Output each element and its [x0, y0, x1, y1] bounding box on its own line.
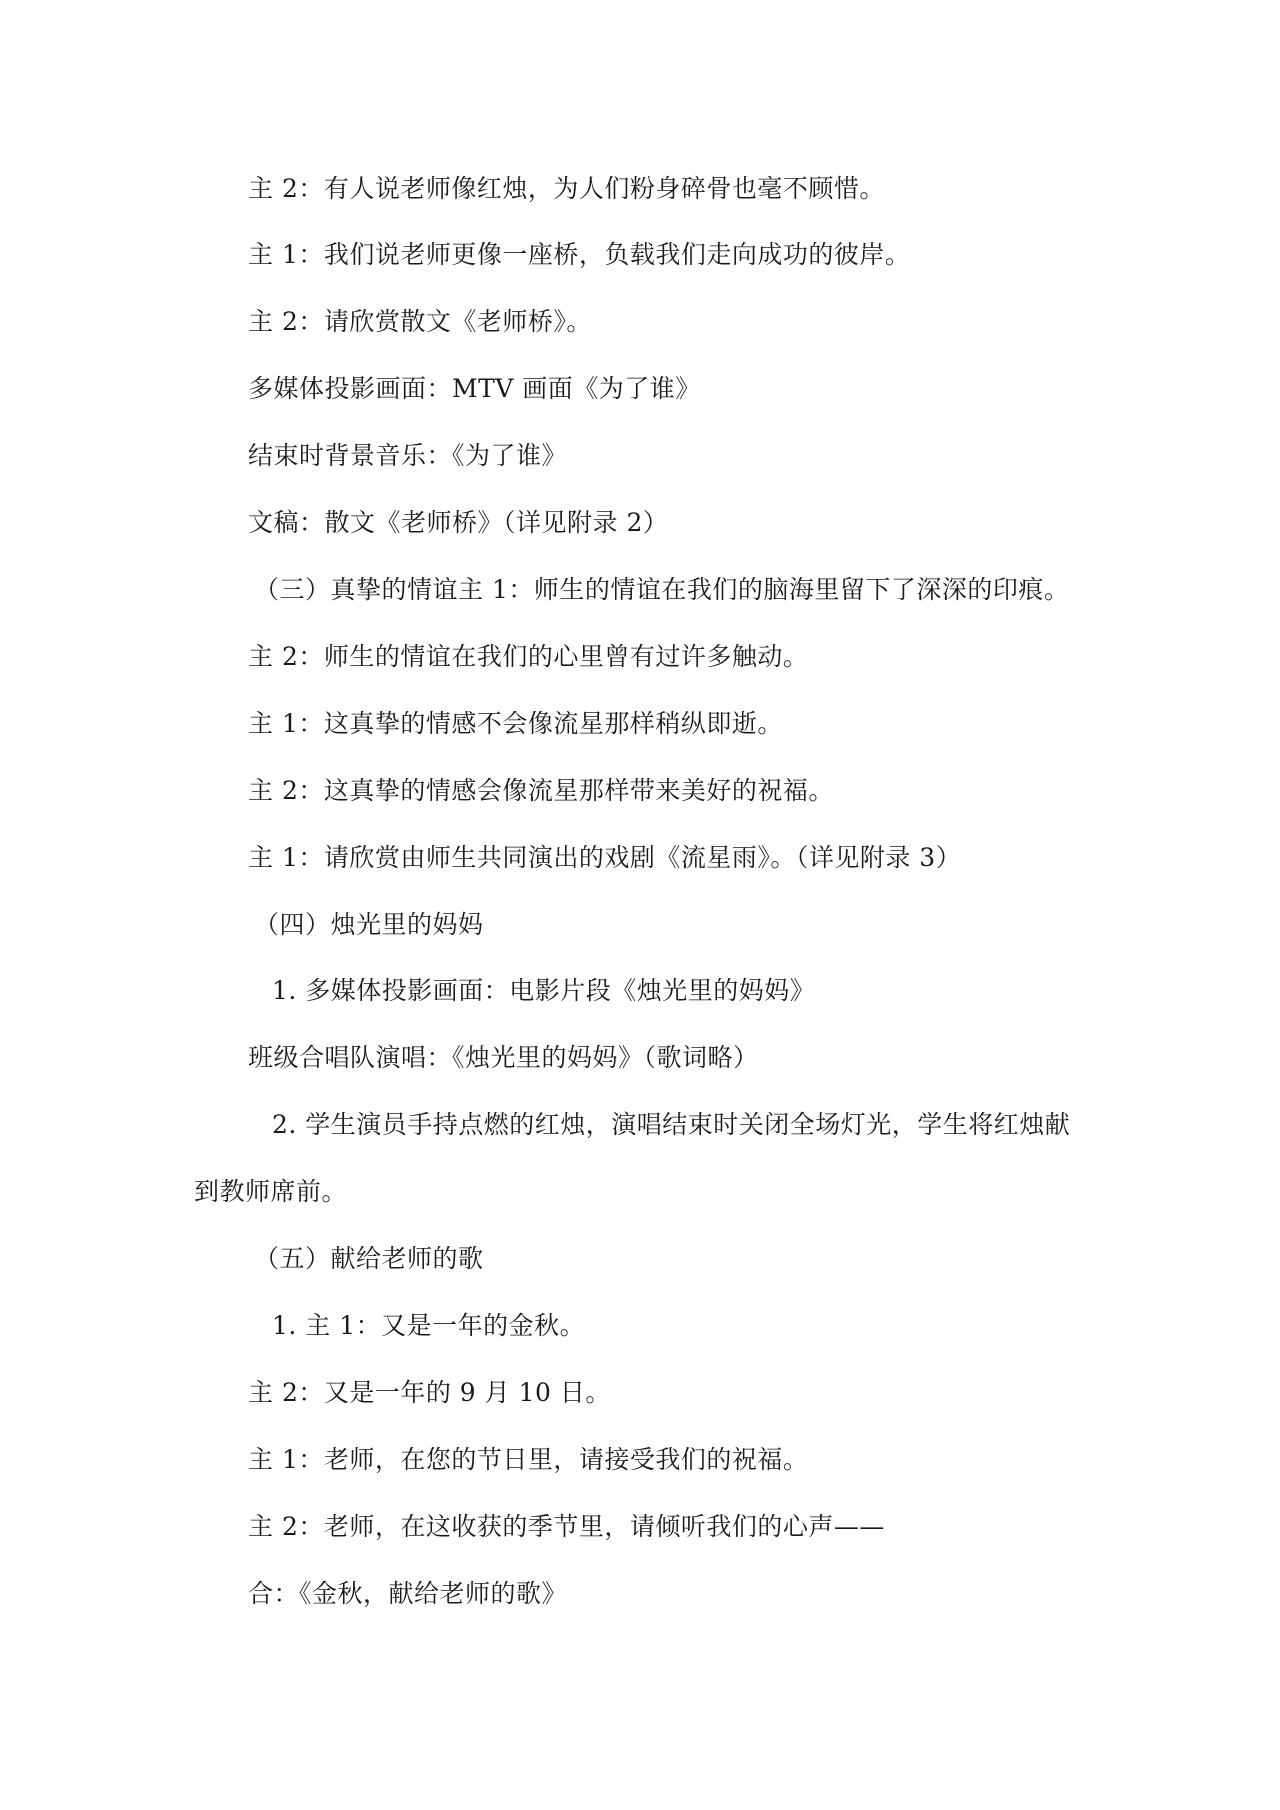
paragraph-line: 主 2：这真挚的情感会像流星那样带来美好的祝福。 — [248, 776, 834, 805]
numbered-item: 2. 学生演员手持点燃的红烛，演唱结束时关闭全场灯光，学生将红烛献 — [272, 1110, 1071, 1139]
paragraph-line: 文稿：散文《老师桥》（详见附录 2） — [248, 508, 669, 537]
paragraph-line: 主 2：有人说老师像红烛，为人们粉身碎骨也毫不顾惜。 — [248, 174, 885, 203]
paragraph-line: 主 1：这真挚的情感不会像流星那样稍纵即逝。 — [248, 709, 783, 738]
numbered-item: 1. 多媒体投影画面：电影片段《烛光里的妈妈》 — [272, 976, 816, 1005]
section-heading: （五）献给老师的歌 — [254, 1244, 484, 1273]
paragraph-line: 主 1：请欣赏由师生共同演出的戏剧《流星雨》。（详见附录 3） — [248, 843, 962, 872]
paragraph-line: 主 1：老师，在您的节日里，请接受我们的祝福。 — [248, 1445, 809, 1474]
paragraph-line: 多媒体投影画面：MTV 画面《为了谁》 — [248, 374, 701, 403]
paragraph-line: 班级合唱队演唱：《烛光里的妈妈》（歌词略） — [248, 1043, 759, 1072]
section-heading-line: （三）真挚的情谊主 1：师生的情谊在我们的脑海里留下了深深的印痕。 — [254, 575, 1070, 604]
numbered-item: 1. 主 1：又是一年的金秋。 — [272, 1311, 586, 1340]
paragraph-line: 主 2：又是一年的 9 月 10 日。 — [248, 1378, 611, 1407]
paragraph-continuation: 到教师席前。 — [194, 1177, 348, 1206]
paragraph-line: 合：《金秋，献给老师的歌》 — [248, 1579, 568, 1608]
section-heading: （四）烛光里的妈妈 — [254, 910, 484, 939]
paragraph-line: 主 2：请欣赏散文《老师桥》。 — [248, 307, 592, 336]
paragraph-line: 主 2：师生的情谊在我们的心里曾有过许多触动。 — [248, 642, 809, 671]
paragraph-line: 结束时背景音乐：《为了谁》 — [248, 441, 568, 470]
paragraph-line: 主 1：我们说老师更像一座桥，负载我们走向成功的彼岸。 — [248, 240, 911, 269]
paragraph-line: 主 2：老师，在这收获的季节里，请倾听我们的心声—— — [248, 1512, 885, 1541]
